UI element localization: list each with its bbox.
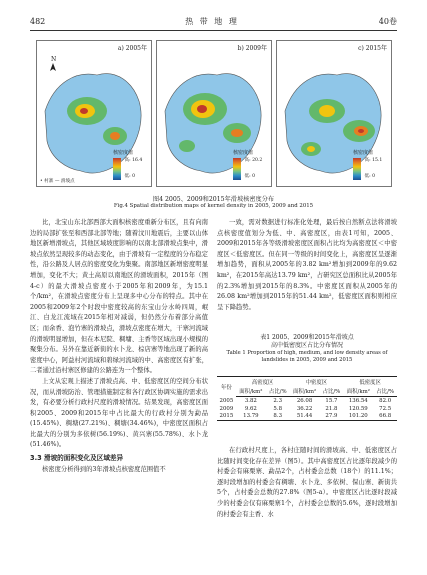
map-legend: • 村寨 — 滑坡点 xyxy=(40,179,75,184)
panel-label-a: a) 2005年 xyxy=(117,45,147,52)
cell: 15.7 xyxy=(325,397,338,404)
right-column-bottom xyxy=(217,446,397,520)
table-row xyxy=(217,397,397,405)
legend-title-c: 核密度值 xyxy=(353,150,374,157)
left-column xyxy=(30,218,208,475)
figure-caption: 图4 2005、2009和2015年滑坡核密度分布 xyxy=(152,196,275,203)
cell: 27.9 xyxy=(320,412,344,420)
paragraph: 核密度分析得到的3年滑坡点核密度范围值不 xyxy=(42,465,166,473)
table-row xyxy=(217,405,397,413)
header-rule xyxy=(30,30,397,31)
map-panel-c xyxy=(276,40,392,187)
col-year: 年份 xyxy=(217,377,236,397)
cell: 36.22 xyxy=(296,405,313,412)
group-low: 低密度区 xyxy=(343,377,397,387)
map-panel-a xyxy=(36,40,152,187)
legend-a xyxy=(113,151,149,180)
svg-text:N: N xyxy=(51,56,57,63)
cell-year: 2015 xyxy=(217,412,236,420)
legend-max-c: 高: 15.1 xyxy=(364,158,383,163)
legend-title-a: 核密度值 xyxy=(113,150,134,157)
map-panel-b xyxy=(156,40,272,187)
table-caption-cn2: 高中低密度区占比分布情况 xyxy=(270,342,343,349)
data-table xyxy=(217,376,397,421)
legend-min-b: 低: 0 xyxy=(244,174,255,179)
table-caption xyxy=(217,334,397,364)
sub-area: 面积/km² xyxy=(236,387,266,397)
paragraph: 在行政村尺度上，各村庄随时间的滑坡高、中、低密度区占比随时间变化存在差异（图5）。其中高密度区占比逐年段减少的村委会有麻栗寨、勐品2个，占村委会总数（18个）的11.1%；逐时段增加的村委会有稠塘、水卜龙、多依树、保山寨、新街共5个，占村委会总数的27.8%（图5-a）。中密度区占比逐时段减少的村委会仅有麻栗寨1个，占村委会总数的5.6%，逐时段增加的村委会有主香、水 xyxy=(217,447,397,518)
sub-area: 面积/km² xyxy=(290,387,320,397)
paragraph: 上文从宏观上描述了滑坡点高、中、低密度区的空间分布状况，而从滑坡防治、管理措施制定和各行政区协调实施的需求出发，有必要分析行政村尺度的滑坡情况。结果发现，高密度区面积2005、2009和2015年中占比最大的行政村分别为勐品(15.45%)、稠塘(27.21%)、稠塘(34.46%)，中密度区面积占比最大的分别为多依树(56.19%)、黄兴寨(55.78%)、水卜龙(51.46%)。 xyxy=(30,377,208,449)
cell: 51.44 xyxy=(290,412,320,420)
cell: 21.8 xyxy=(325,405,338,412)
paragraph: 比，北宝山东北部西部大面积核密度重新分布区，且有向南边的局部扩张至和西部北部等地；随着汶川地震后，主要以山体地区新增滑坡点，其他区域坡度影响的以南北部滑坡点集中，滑坡点依然呈现较多的动态变化，由于滑坡有一定程度的分布稳定性，沿公路及人居点的密度变化为集聚。南部地区新增密度明显增加，变化不大；黄土高原以南地区的滑坡面积，2015年（图4-c）的最大滑坡点密度小于2005年和2009年，为15.1个/km²，在滑坡点密度分布上呈现多中心分布的特点。其中在2005和2009年2个时段中密度较高的东宝山分水岭四周，岷江、白龙江流域在2015年相对减弱，但仍然分布着部分高值区；而余香、泡竹寨的滑坡点，滑坡点密度在增大，干寨河流域的滑坡明显增加，但在本尼院、稠墉、主香等区域出现小规模的聚集分布。另外在靠近新街的水卜龙、棕店寨等地出现了新的高密度中心，阿益村河流域和碧绿河流域的中、高密度区有扩张，二者通过沿村寨区修建的公路连为一个整体。 xyxy=(30,219,208,375)
panel-label-b: b) 2009年 xyxy=(237,45,267,52)
cell: 120.59 xyxy=(348,405,368,412)
page-header xyxy=(30,14,397,28)
panel-label-c: c) 2015年 xyxy=(358,45,387,52)
figure-maps xyxy=(36,40,392,187)
sub-pct: 占比/% xyxy=(373,387,397,397)
group-medium: 中密度区 xyxy=(290,377,344,387)
cell: 3.82 xyxy=(244,397,257,404)
cell-year: 2009 xyxy=(219,405,234,412)
cell: 8.3 xyxy=(266,412,290,420)
section-heading: 3.3 滑坡的面积变化及区域差异 xyxy=(30,454,124,463)
legend-max-a: 高: 16.4 xyxy=(124,158,143,163)
sub-pct: 占比/% xyxy=(266,387,290,397)
cell: 66.8 xyxy=(373,412,397,420)
cell: 72.5 xyxy=(379,405,392,412)
legend-c xyxy=(353,151,389,180)
journal-title: 热 带 地 理 xyxy=(185,16,239,26)
paragraph: 一致，需对数据进行标准化处理，最后按自然断点法将滑坡点核密度值划分为低、中、高密度区，由表1可知，2005、2009和2015年各等级滑坡密度区面积占比均为高密度区＜中密度区＜低密度区。但在同一等级的时间变化上，高密度区呈逐渐增加趋势，面积从2005年的3.82 km²增加到2009年的9.62 km²，在2015年高达13.79 km²，占研究区总面积比从2005年的2.3%增加到2015年的8.3%。中密度区面积从2005年的26.08 km²增加到2015年的51.44 km²，低密度区面积则相应呈下降趋势。 xyxy=(217,219,397,311)
page-number: 482 xyxy=(30,16,46,26)
cell: 13.79 xyxy=(236,412,266,420)
group-high: 高密度区 xyxy=(236,377,290,387)
color-ramp-a xyxy=(113,158,121,180)
legend-max-b: 高: 20.2 xyxy=(244,158,263,163)
legend-title-b: 核密度值 xyxy=(233,150,254,157)
table-caption-en: Table 1 Proportion of high, medium, and low density areas of landslides in 2005, 2009 and 2015 xyxy=(226,350,388,363)
table-row xyxy=(217,412,397,420)
cell: 101.20 xyxy=(343,412,373,420)
right-column-top xyxy=(217,218,397,313)
cell: 5.8 xyxy=(273,405,282,412)
cell: 2.3 xyxy=(273,397,282,404)
legend-min-c: 低: 0 xyxy=(364,174,375,179)
legend-min-a: 低: 0 xyxy=(124,174,135,179)
legend-b xyxy=(233,151,269,180)
sub-pct: 占比/% xyxy=(320,387,344,397)
sub-area: 面积/km² xyxy=(343,387,373,397)
cell: 26.08 xyxy=(296,397,313,404)
color-ramp-c xyxy=(353,158,361,180)
cell: 9.62 xyxy=(244,405,257,412)
table-caption-cn: 表1 2005、2009和2015年滑坡点 xyxy=(260,334,354,341)
volume: 40卷 xyxy=(378,16,397,26)
cell: 82.0 xyxy=(379,397,392,404)
figure-caption-en: Fig.4 Spatial distribution maps of kernel density in 2005, 2009 and 2015 xyxy=(113,203,314,209)
cell: 136.54 xyxy=(348,397,368,404)
cell-year: 2005 xyxy=(219,397,234,404)
color-ramp-b xyxy=(233,158,241,180)
